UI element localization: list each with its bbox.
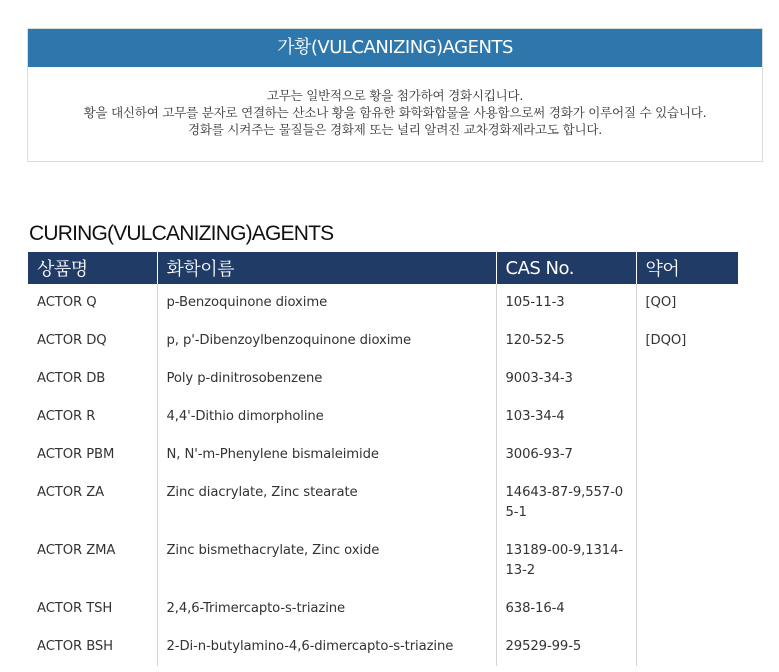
- chemical-name-cell: Zinc bismethacrylate, Zinc oxide: [157, 532, 496, 590]
- banner-description-line: 황을 대신하여 고무를 분자로 연결하는 산소나 황을 함유한 화학화합물을 사용함으로써 경화가 이루어질 수 있습니다.: [83, 105, 707, 120]
- product-name-cell: ACTOR TSH: [28, 590, 157, 628]
- banner-description-line: 고무는 일반적으로 황을 첨가하여 경화시킵니다.: [266, 88, 524, 103]
- column-header-cas-no: CAS No.: [496, 252, 636, 284]
- banner-description: [28, 67, 762, 138]
- table-row: [28, 436, 738, 474]
- cas-number-cell: 3006-93-7: [496, 436, 636, 474]
- abbreviation-cell: [636, 474, 738, 532]
- abbreviation-cell: [DQO]: [645, 333, 687, 348]
- chemical-name-cell: Poly p-dinitrosobenzene: [157, 360, 496, 398]
- cas-number-cell: 103-34-4: [496, 398, 636, 436]
- cas-number-cell: 9003-34-3: [496, 360, 636, 398]
- abbreviation-cell: [636, 436, 738, 474]
- column-header-chemical-name: 화학이름: [157, 252, 496, 284]
- column-header-product-name: 상품명: [28, 252, 157, 284]
- banner-description-line: 경화를 시켜주는 물질들은 경화제 또는 널리 알려진 교차경화제라고도 합니다.: [188, 122, 602, 137]
- chemical-name-cell: 4,4'-Dithio dimorpholine: [157, 398, 496, 436]
- table-row: [28, 590, 738, 628]
- abbreviation-cell: [636, 628, 738, 666]
- table-row: [28, 360, 738, 398]
- abbreviation-cell: [636, 360, 738, 398]
- banner-title: 가황(VULCANIZING)AGENTS: [28, 29, 762, 67]
- abbreviation-cell: [636, 590, 738, 628]
- chemical-name-cell: p, p'-Dibenzoylbenzoquinone dioxime: [157, 322, 496, 360]
- chemical-name-cell: 2-Di-n-butylamino-4,6-dimercapto-s-triazine: [157, 628, 496, 666]
- abbreviation-cell: [636, 532, 738, 590]
- table-row: [28, 322, 738, 360]
- chemical-name-cell: p-Benzoquinone dioxime: [157, 284, 496, 322]
- table-row: [28, 474, 738, 532]
- product-name-cell: ACTOR DB: [28, 360, 157, 398]
- table-row: [28, 532, 738, 590]
- cas-number-cell: 638-16-4: [496, 590, 636, 628]
- product-name-cell: ACTOR PBM: [28, 436, 157, 474]
- table-row: [28, 284, 738, 322]
- product-name-cell: ACTOR Q: [28, 284, 157, 322]
- cas-number-cell: 13189-00-9,1314-13-2: [496, 532, 636, 590]
- product-name-cell: ACTOR BSH: [28, 628, 157, 666]
- cas-number-cell: 29529-99-5: [496, 628, 636, 666]
- cas-number-cell: 14643-87-9,557-05-1: [496, 474, 636, 532]
- product-name-cell: ACTOR R: [28, 398, 157, 436]
- abbreviation-cell: [QO]: [645, 295, 677, 310]
- chemical-name-cell: N, N'-m-Phenylene bismaleimide: [157, 436, 496, 474]
- table-row: [28, 628, 738, 666]
- curing-agents-table: [28, 252, 738, 666]
- table-header-row: [28, 252, 738, 284]
- cas-number-cell: 105-11-3: [496, 284, 636, 322]
- table-row: [28, 398, 738, 436]
- section-title: CURING(VULCANIZING)AGENTS: [29, 222, 334, 245]
- product-name-cell: ACTOR DQ: [28, 322, 157, 360]
- column-header-abbreviation: 약어: [636, 252, 738, 284]
- abbreviation-cell: [636, 398, 738, 436]
- cas-number-cell: 120-52-5: [496, 322, 636, 360]
- chemical-name-cell: 2,4,6-Trimercapto-s-triazine: [157, 590, 496, 628]
- vulcanizing-agents-banner: [27, 28, 763, 162]
- product-name-cell: ACTOR ZMA: [28, 532, 157, 590]
- product-name-cell: ACTOR ZA: [28, 474, 157, 532]
- chemical-name-cell: Zinc diacrylate, Zinc stearate: [157, 474, 496, 532]
